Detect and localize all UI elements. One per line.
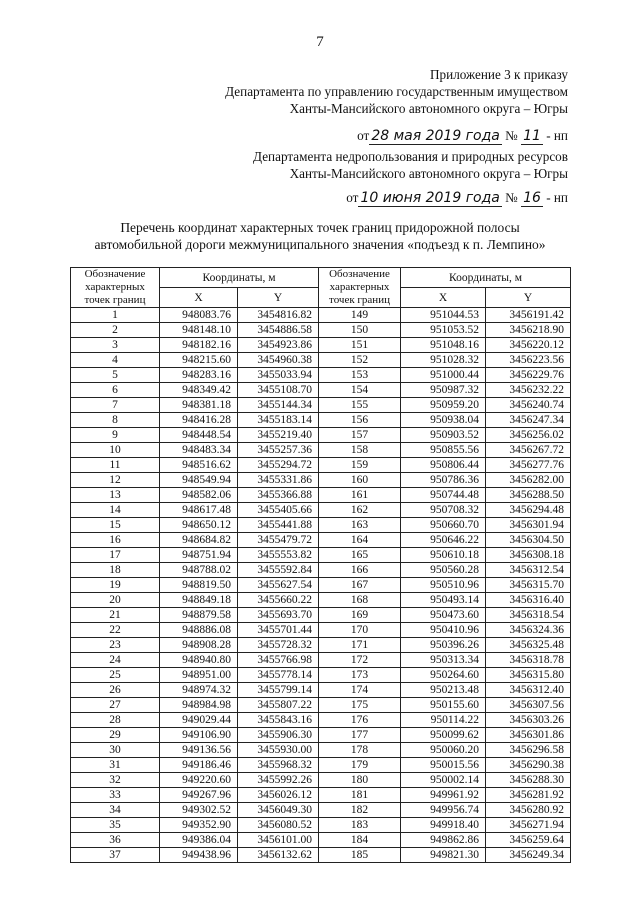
order-prefix: от xyxy=(346,190,359,205)
point-number-cell: 26 xyxy=(71,683,160,698)
y-coordinate-cell: 3455693.70 xyxy=(238,608,319,623)
x-coordinate-cell: 949302.52 xyxy=(160,803,238,818)
x-coordinate-cell: 949918.40 xyxy=(401,818,486,833)
y-coordinate-cell: 3456247.34 xyxy=(486,413,571,428)
x-coordinate-cell: 948879.58 xyxy=(160,608,238,623)
table-row xyxy=(71,578,571,593)
y-coordinate-cell: 3456249.34 xyxy=(486,848,571,863)
coordinates-header: Координаты, м xyxy=(160,268,319,288)
point-number-cell: 24 xyxy=(71,653,160,668)
x-coordinate-cell: 949438.96 xyxy=(160,848,238,863)
point-number-cell: 153 xyxy=(319,368,401,383)
table-row xyxy=(71,683,571,698)
point-number-cell: 149 xyxy=(319,308,401,323)
point-number-cell: 182 xyxy=(319,803,401,818)
header-line: Департамента недропользования и природных ресурсов xyxy=(253,149,568,164)
x-coordinate-cell: 950396.26 xyxy=(401,638,486,653)
x-coordinate-cell: 948617.48 xyxy=(160,503,238,518)
x-coordinate-cell: 948819.50 xyxy=(160,578,238,593)
point-number-cell: 12 xyxy=(71,473,160,488)
point-number-cell: 4 xyxy=(71,353,160,368)
x-coordinate-cell: 950114.22 xyxy=(401,713,486,728)
y-coordinate-cell: 3456220.12 xyxy=(486,338,571,353)
y-coordinate-cell: 3455108.70 xyxy=(238,383,319,398)
point-number-cell: 157 xyxy=(319,428,401,443)
x-coordinate-cell: 949136.56 xyxy=(160,743,238,758)
y-coordinate-cell: 3456315.70 xyxy=(486,578,571,593)
x-coordinate-cell: 948951.00 xyxy=(160,668,238,683)
x-coordinate-cell: 949956.74 xyxy=(401,803,486,818)
y-coordinate-cell: 3456223.56 xyxy=(486,353,571,368)
x-coordinate-cell: 948684.82 xyxy=(160,533,238,548)
table-row xyxy=(71,308,571,323)
y-coordinate-cell: 3456288.30 xyxy=(486,773,571,788)
y-coordinate-cell: 3456307.56 xyxy=(486,698,571,713)
point-number-cell: 8 xyxy=(71,413,160,428)
table-row xyxy=(71,383,571,398)
y-coordinate-cell: 3454960.38 xyxy=(238,353,319,368)
y-coordinate-cell: 3455930.00 xyxy=(238,743,319,758)
x-coordinate-cell: 950610.18 xyxy=(401,548,486,563)
x-coordinate-cell: 950473.60 xyxy=(401,608,486,623)
point-number-cell: 15 xyxy=(71,518,160,533)
y-coordinate-cell: 3456218.90 xyxy=(486,323,571,338)
table-row xyxy=(71,488,571,503)
x-coordinate-cell: 948448.54 xyxy=(160,428,238,443)
y-coordinate-cell: 3456132.62 xyxy=(238,848,319,863)
table-row xyxy=(71,773,571,788)
point-number-cell: 10 xyxy=(71,443,160,458)
point-number-cell: 18 xyxy=(71,563,160,578)
y-coordinate-cell: 3455592.84 xyxy=(238,563,319,578)
table-header-row xyxy=(71,268,571,288)
y-coordinate-cell: 3455183.14 xyxy=(238,413,319,428)
x-coordinate-cell: 950987.32 xyxy=(401,383,486,398)
table-row xyxy=(71,533,571,548)
y-coordinate-cell: 3456290.38 xyxy=(486,758,571,773)
x-coordinate-cell: 950493.14 xyxy=(401,593,486,608)
order-suffix: - нп xyxy=(546,128,568,143)
y-header: Y xyxy=(486,288,571,308)
x-coordinate-cell: 949352.90 xyxy=(160,818,238,833)
point-number-cell: 175 xyxy=(319,698,401,713)
page-number: 7 xyxy=(316,34,324,50)
x-coordinate-cell: 951000.44 xyxy=(401,368,486,383)
y-coordinate-cell: 3456271.94 xyxy=(486,818,571,833)
point-number-cell: 31 xyxy=(71,758,160,773)
point-number-cell: 180 xyxy=(319,773,401,788)
y-coordinate-cell: 3456318.54 xyxy=(486,608,571,623)
y-coordinate-cell: 3455144.34 xyxy=(238,398,319,413)
y-coordinate-cell: 3456101.00 xyxy=(238,833,319,848)
point-number-cell: 179 xyxy=(319,758,401,773)
point-number-cell: 177 xyxy=(319,728,401,743)
x-coordinate-cell: 950264.60 xyxy=(401,668,486,683)
point-number-cell: 23 xyxy=(71,638,160,653)
x-coordinate-cell: 949862.86 xyxy=(401,833,486,848)
x-coordinate-cell: 950903.52 xyxy=(401,428,486,443)
x-coordinate-cell: 950646.22 xyxy=(401,533,486,548)
point-number-cell: 163 xyxy=(319,518,401,533)
x-coordinate-cell: 949220.60 xyxy=(160,773,238,788)
point-number-cell: 161 xyxy=(319,488,401,503)
y-coordinate-cell: 3455405.66 xyxy=(238,503,319,518)
x-coordinate-cell: 950744.48 xyxy=(401,488,486,503)
table-row xyxy=(71,353,571,368)
x-coordinate-cell: 948283.16 xyxy=(160,368,238,383)
table-row xyxy=(71,803,571,818)
y-coordinate-cell: 3455968.32 xyxy=(238,758,319,773)
y-coordinate-cell: 3456049.30 xyxy=(238,803,319,818)
x-coordinate-cell: 948849.18 xyxy=(160,593,238,608)
x-coordinate-cell: 949106.90 xyxy=(160,728,238,743)
table-row xyxy=(71,728,571,743)
y-coordinate-cell: 3456315.80 xyxy=(486,668,571,683)
table-row xyxy=(71,758,571,773)
point-number-cell: 36 xyxy=(71,833,160,848)
x-coordinate-cell: 950708.32 xyxy=(401,503,486,518)
x-coordinate-cell: 950510.96 xyxy=(401,578,486,593)
point-number-cell: 167 xyxy=(319,578,401,593)
table-row xyxy=(71,413,571,428)
header-line: Приложение 3 к приказу xyxy=(430,67,568,82)
point-number-cell: 158 xyxy=(319,443,401,458)
x-coordinate-cell: 951028.32 xyxy=(401,353,486,368)
order-prefix: от xyxy=(357,128,370,143)
y-coordinate-cell: 3456281.92 xyxy=(486,788,571,803)
x-coordinate-cell: 949961.92 xyxy=(401,788,486,803)
point-number-cell: 37 xyxy=(71,848,160,863)
title-line: автомобильной дороги межмуниципального значения «подъезд к п. Лемпино» xyxy=(94,237,546,252)
point-number-cell: 154 xyxy=(319,383,401,398)
x-coordinate-cell: 950806.44 xyxy=(401,458,486,473)
x-coordinate-cell: 948182.16 xyxy=(160,338,238,353)
x-coordinate-cell: 949386.04 xyxy=(160,833,238,848)
point-number-cell: 184 xyxy=(319,833,401,848)
table-row xyxy=(71,503,571,518)
table-row xyxy=(71,713,571,728)
x-coordinate-cell: 951053.52 xyxy=(401,323,486,338)
table-row xyxy=(71,848,571,863)
x-coordinate-cell: 948940.80 xyxy=(160,653,238,668)
point-number-cell: 178 xyxy=(319,743,401,758)
x-header: X xyxy=(401,288,486,308)
y-coordinate-cell: 3455906.30 xyxy=(238,728,319,743)
x-coordinate-cell: 950002.14 xyxy=(401,773,486,788)
point-number-cell: 19 xyxy=(71,578,160,593)
point-number-cell: 27 xyxy=(71,698,160,713)
point-number-cell: 155 xyxy=(319,398,401,413)
header-line: Ханты-Мансийского автономного округа – Югры xyxy=(289,101,568,116)
x-coordinate-cell: 950313.34 xyxy=(401,653,486,668)
x-coordinate-cell: 950938.04 xyxy=(401,413,486,428)
y-coordinate-cell: 3455219.40 xyxy=(238,428,319,443)
y-coordinate-cell: 3456232.22 xyxy=(486,383,571,398)
x-coordinate-cell: 950855.56 xyxy=(401,443,486,458)
x-coordinate-cell: 950959.20 xyxy=(401,398,486,413)
point-number-cell: 156 xyxy=(319,413,401,428)
y-coordinate-cell: 3455728.32 xyxy=(238,638,319,653)
y-coordinate-cell: 3456277.76 xyxy=(486,458,571,473)
table-row xyxy=(71,518,571,533)
table-row xyxy=(71,428,571,443)
point-number-cell: 169 xyxy=(319,608,401,623)
point-number-cell: 1 xyxy=(71,308,160,323)
point-number-cell: 11 xyxy=(71,458,160,473)
table-row xyxy=(71,338,571,353)
point-number-cell: 34 xyxy=(71,803,160,818)
y-header: Y xyxy=(238,288,319,308)
point-number-cell: 176 xyxy=(319,713,401,728)
x-coordinate-cell: 951044.53 xyxy=(401,308,486,323)
y-coordinate-cell: 3456288.50 xyxy=(486,488,571,503)
order-number-handwritten: 11 xyxy=(523,128,541,144)
point-number-cell: 165 xyxy=(319,548,401,563)
y-coordinate-cell: 3456256.02 xyxy=(486,428,571,443)
table-row xyxy=(71,608,571,623)
y-coordinate-cell: 3454923.86 xyxy=(238,338,319,353)
point-number-cell: 173 xyxy=(319,668,401,683)
point-number-cell: 183 xyxy=(319,818,401,833)
approval-header-2 xyxy=(253,148,568,182)
point-number-cell: 33 xyxy=(71,788,160,803)
table-row xyxy=(71,458,571,473)
order-line-2 xyxy=(346,190,568,206)
coordinates-header: Координаты, м xyxy=(401,268,571,288)
point-number-cell: 14 xyxy=(71,503,160,518)
table-row xyxy=(71,623,571,638)
x-coordinate-cell: 948483.34 xyxy=(160,443,238,458)
x-coordinate-cell: 950015.56 xyxy=(401,758,486,773)
designation-header: Обозначение характерных точек границ xyxy=(319,268,401,308)
point-number-cell: 35 xyxy=(71,818,160,833)
y-coordinate-cell: 3456026.12 xyxy=(238,788,319,803)
point-number-cell: 171 xyxy=(319,638,401,653)
y-coordinate-cell: 3456267.72 xyxy=(486,443,571,458)
order-line-1 xyxy=(357,128,568,144)
y-coordinate-cell: 3456191.42 xyxy=(486,308,571,323)
table-row xyxy=(71,653,571,668)
y-coordinate-cell: 3454816.82 xyxy=(238,308,319,323)
y-coordinate-cell: 3455294.72 xyxy=(238,458,319,473)
x-coordinate-cell: 950155.60 xyxy=(401,698,486,713)
point-number-cell: 30 xyxy=(71,743,160,758)
x-coordinate-cell: 950410.96 xyxy=(401,623,486,638)
point-number-cell: 150 xyxy=(319,323,401,338)
table-row xyxy=(71,368,571,383)
point-number-cell: 16 xyxy=(71,533,160,548)
x-coordinate-cell: 948381.18 xyxy=(160,398,238,413)
y-coordinate-cell: 3456304.50 xyxy=(486,533,571,548)
y-coordinate-cell: 3455479.72 xyxy=(238,533,319,548)
y-coordinate-cell: 3456308.18 xyxy=(486,548,571,563)
x-coordinate-cell: 949029.44 xyxy=(160,713,238,728)
table-row xyxy=(71,698,571,713)
y-coordinate-cell: 3455799.14 xyxy=(238,683,319,698)
point-number-cell: 28 xyxy=(71,713,160,728)
point-number-cell: 32 xyxy=(71,773,160,788)
point-number-cell: 9 xyxy=(71,428,160,443)
y-coordinate-cell: 3455627.54 xyxy=(238,578,319,593)
x-coordinate-cell: 948349.42 xyxy=(160,383,238,398)
y-coordinate-cell: 3456312.54 xyxy=(486,563,571,578)
y-coordinate-cell: 3455033.94 xyxy=(238,368,319,383)
point-number-cell: 21 xyxy=(71,608,160,623)
header-line: Ханты-Мансийского автономного округа – Югры xyxy=(289,166,568,181)
table-row xyxy=(71,443,571,458)
point-number-cell: 29 xyxy=(71,728,160,743)
table-row xyxy=(71,323,571,338)
x-coordinate-cell: 950213.48 xyxy=(401,683,486,698)
designation-header: Обозначение характерных точек границ xyxy=(71,268,160,308)
table-row xyxy=(71,563,571,578)
y-coordinate-cell: 3455660.22 xyxy=(238,593,319,608)
x-coordinate-cell: 949821.30 xyxy=(401,848,486,863)
y-coordinate-cell: 3456294.48 xyxy=(486,503,571,518)
table-row xyxy=(71,668,571,683)
y-coordinate-cell: 3455701.44 xyxy=(238,623,319,638)
point-number-cell: 7 xyxy=(71,398,160,413)
header-line: Департамента по управлению государственным имуществом xyxy=(225,84,568,99)
y-coordinate-cell: 3455807.22 xyxy=(238,698,319,713)
table-row xyxy=(71,398,571,413)
x-coordinate-cell: 950786.36 xyxy=(401,473,486,488)
coordinates-table xyxy=(70,267,571,863)
x-coordinate-cell: 948516.62 xyxy=(160,458,238,473)
y-coordinate-cell: 3456080.52 xyxy=(238,818,319,833)
y-coordinate-cell: 3455331.86 xyxy=(238,473,319,488)
table-row xyxy=(71,593,571,608)
point-number-cell: 2 xyxy=(71,323,160,338)
table-body xyxy=(71,308,571,863)
x-coordinate-cell: 948148.10 xyxy=(160,323,238,338)
y-coordinate-cell: 3454886.58 xyxy=(238,323,319,338)
y-coordinate-cell: 3455366.88 xyxy=(238,488,319,503)
order-date-handwritten: 28 мая 2019 года xyxy=(371,128,500,144)
point-number-cell: 168 xyxy=(319,593,401,608)
point-number-cell: 166 xyxy=(319,563,401,578)
x-coordinate-cell: 951048.16 xyxy=(401,338,486,353)
order-suffix: - нп xyxy=(546,190,568,205)
point-number-cell: 13 xyxy=(71,488,160,503)
x-coordinate-cell: 948908.28 xyxy=(160,638,238,653)
x-coordinate-cell: 948984.98 xyxy=(160,698,238,713)
y-coordinate-cell: 3456316.40 xyxy=(486,593,571,608)
x-coordinate-cell: 948650.12 xyxy=(160,518,238,533)
y-coordinate-cell: 3456303.26 xyxy=(486,713,571,728)
order-num-label: № xyxy=(505,190,518,205)
y-coordinate-cell: 3456280.92 xyxy=(486,803,571,818)
point-number-cell: 6 xyxy=(71,383,160,398)
x-coordinate-cell: 950560.28 xyxy=(401,563,486,578)
point-number-cell: 22 xyxy=(71,623,160,638)
x-coordinate-cell: 948083.76 xyxy=(160,308,238,323)
x-coordinate-cell: 948886.08 xyxy=(160,623,238,638)
table-row xyxy=(71,818,571,833)
point-number-cell: 185 xyxy=(319,848,401,863)
point-number-cell: 164 xyxy=(319,533,401,548)
point-number-cell: 152 xyxy=(319,353,401,368)
y-coordinate-cell: 3456240.74 xyxy=(486,398,571,413)
x-header: X xyxy=(160,288,238,308)
y-coordinate-cell: 3456282.00 xyxy=(486,473,571,488)
y-coordinate-cell: 3456229.76 xyxy=(486,368,571,383)
order-date-handwritten: 10 июня 2019 года xyxy=(360,190,500,206)
table-row xyxy=(71,833,571,848)
order-num-label: № xyxy=(505,128,518,143)
y-coordinate-cell: 3455766.98 xyxy=(238,653,319,668)
point-number-cell: 174 xyxy=(319,683,401,698)
point-number-cell: 20 xyxy=(71,593,160,608)
document-title xyxy=(0,219,640,253)
point-number-cell: 3 xyxy=(71,338,160,353)
y-coordinate-cell: 3456301.94 xyxy=(486,518,571,533)
y-coordinate-cell: 3456296.58 xyxy=(486,743,571,758)
y-coordinate-cell: 3455992.26 xyxy=(238,773,319,788)
x-coordinate-cell: 950099.62 xyxy=(401,728,486,743)
y-coordinate-cell: 3455441.88 xyxy=(238,518,319,533)
point-number-cell: 159 xyxy=(319,458,401,473)
point-number-cell: 160 xyxy=(319,473,401,488)
table-row xyxy=(71,743,571,758)
x-coordinate-cell: 948974.32 xyxy=(160,683,238,698)
table-row xyxy=(71,548,571,563)
x-coordinate-cell: 950660.70 xyxy=(401,518,486,533)
order-number-handwritten: 16 xyxy=(523,190,541,206)
y-coordinate-cell: 3456325.48 xyxy=(486,638,571,653)
x-coordinate-cell: 948416.28 xyxy=(160,413,238,428)
y-coordinate-cell: 3456312.40 xyxy=(486,683,571,698)
y-coordinate-cell: 3455257.36 xyxy=(238,443,319,458)
x-coordinate-cell: 948549.94 xyxy=(160,473,238,488)
title-line: Перечень координат характерных точек границ придорожной полосы xyxy=(120,220,520,235)
y-coordinate-cell: 3455553.82 xyxy=(238,548,319,563)
y-coordinate-cell: 3455843.16 xyxy=(238,713,319,728)
x-coordinate-cell: 948751.94 xyxy=(160,548,238,563)
point-number-cell: 172 xyxy=(319,653,401,668)
point-number-cell: 170 xyxy=(319,623,401,638)
point-number-cell: 162 xyxy=(319,503,401,518)
y-coordinate-cell: 3456301.86 xyxy=(486,728,571,743)
point-number-cell: 25 xyxy=(71,668,160,683)
y-coordinate-cell: 3455778.14 xyxy=(238,668,319,683)
y-coordinate-cell: 3456318.78 xyxy=(486,653,571,668)
x-coordinate-cell: 949267.96 xyxy=(160,788,238,803)
table-row xyxy=(71,788,571,803)
approval-header xyxy=(225,66,568,117)
point-number-cell: 5 xyxy=(71,368,160,383)
y-coordinate-cell: 3456259.64 xyxy=(486,833,571,848)
x-coordinate-cell: 948215.60 xyxy=(160,353,238,368)
point-number-cell: 17 xyxy=(71,548,160,563)
table-row xyxy=(71,638,571,653)
x-coordinate-cell: 948788.02 xyxy=(160,563,238,578)
x-coordinate-cell: 949186.46 xyxy=(160,758,238,773)
point-number-cell: 151 xyxy=(319,338,401,353)
x-coordinate-cell: 948582.06 xyxy=(160,488,238,503)
table-row xyxy=(71,473,571,488)
x-coordinate-cell: 950060.20 xyxy=(401,743,486,758)
point-number-cell: 181 xyxy=(319,788,401,803)
y-coordinate-cell: 3456324.36 xyxy=(486,623,571,638)
